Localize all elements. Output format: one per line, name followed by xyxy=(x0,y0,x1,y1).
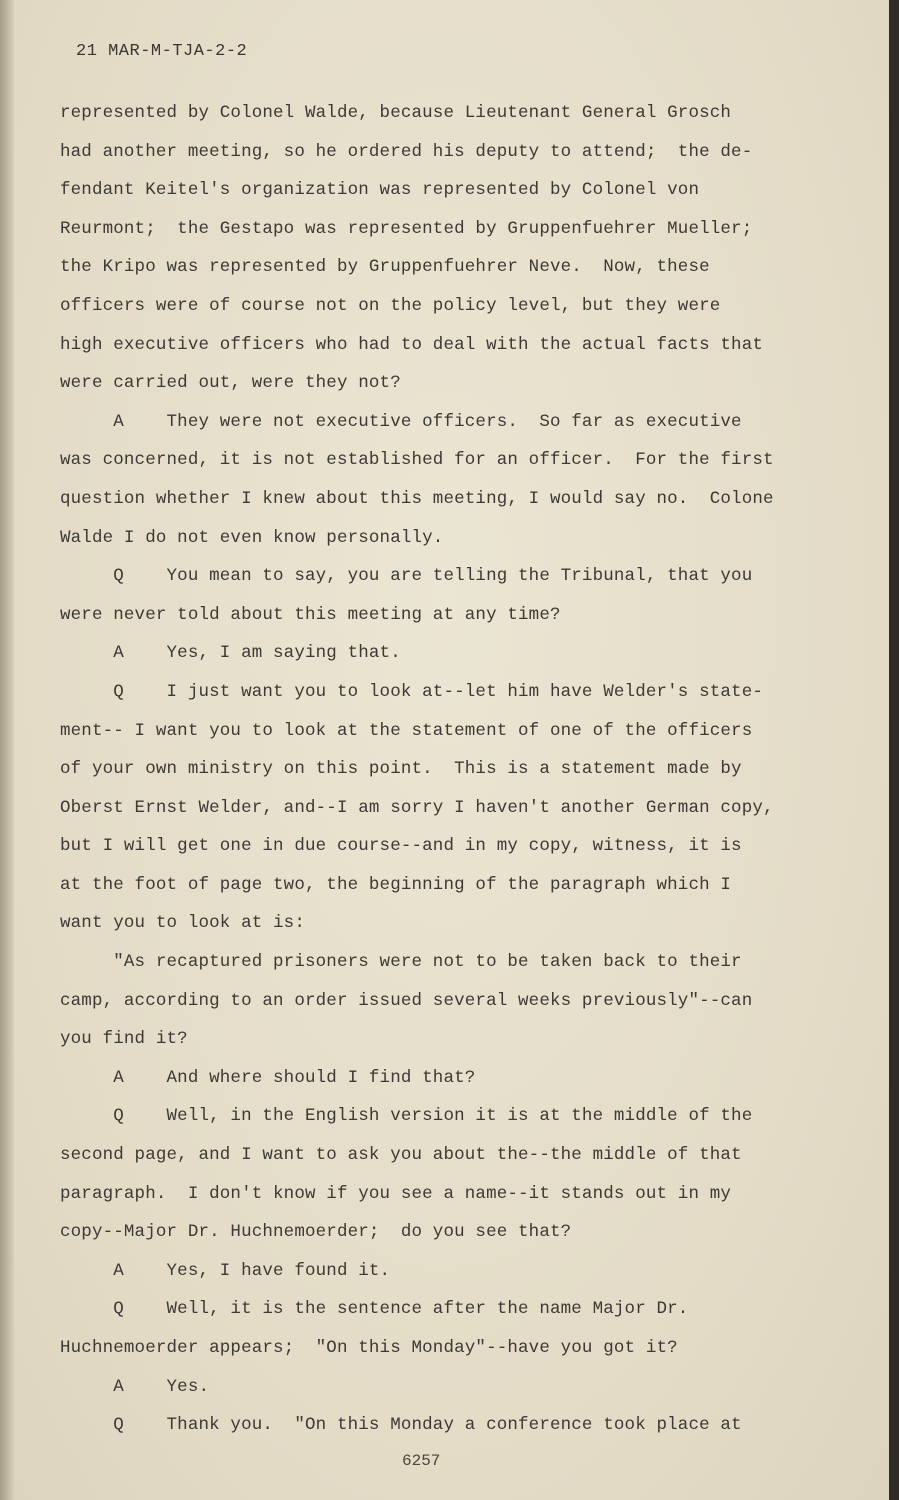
text-line: question whether I knew about this meeting, I would say no. Colone xyxy=(60,488,774,509)
text-line: camp, according to an order issued several weeks previously"--can xyxy=(60,990,753,1011)
text-line: A Yes. xyxy=(60,1376,210,1397)
text-line: paragraph. I don't know if you see a name--it stands out in my xyxy=(60,1183,732,1204)
scan-border xyxy=(889,0,899,1500)
binding-edge xyxy=(0,0,14,1500)
text-line: officers were of course not on the policy level, but they were xyxy=(60,295,721,316)
text-line: A Yes, I am saying that. xyxy=(60,643,401,664)
text-line: Huchnemoerder appears; "On this Monday"--have you got it? xyxy=(60,1338,678,1358)
text-line: Q You mean to say, you are telling the Tribunal, that you xyxy=(60,566,753,587)
page-header: 21 MAR-M-TJA-2-2 xyxy=(76,42,248,61)
text-line: Oberst Ernst Welder, and--I am sorry I haven't another German copy, xyxy=(60,797,774,818)
text-line: Q Well, it is the sentence after the name Major Dr. xyxy=(60,1299,689,1320)
text-line: A They were not executive officers. So far as executive xyxy=(60,411,742,432)
text-line: A Yes, I have found it. xyxy=(60,1260,391,1281)
text-line: but I will get one in due course--and in my copy, witness, it is xyxy=(60,836,742,857)
text-line: Q I just want you to look at--let him have Welder's state- xyxy=(60,681,764,702)
text-line: of your own ministry on this point. This is a statement made by xyxy=(60,759,742,780)
text-line: "As recaptured prisoners were not to be taken back to their xyxy=(60,952,742,973)
page-number: 6257 xyxy=(402,1452,441,1470)
text-line: second page, and I want to ask you about the--the middle of that xyxy=(60,1145,742,1166)
text-line: high executive officers who had to deal with the actual facts that xyxy=(60,334,764,355)
text-line: Q Well, in the English version it is at the middle of the xyxy=(60,1106,753,1127)
body-text xyxy=(60,94,850,1445)
text-line: ment-- I want you to look at the statement of one of the officers xyxy=(60,720,753,741)
text-line: copy--Major Dr. Huchnemoerder; do you see that? xyxy=(60,1222,572,1243)
text-line: was concerned, it is not established for an officer. For the first xyxy=(60,450,774,471)
text-line: represented by Colonel Walde, because Lieutenant General Grosch xyxy=(60,103,732,123)
text-line: at the foot of page two, the beginning of the paragraph which I xyxy=(60,874,732,895)
text-line: had another meeting, so he ordered his deputy to attend; the de- xyxy=(60,141,753,162)
text-line: want you to look at is: xyxy=(60,913,305,934)
text-line: you find it? xyxy=(60,1029,188,1050)
text-line: fendant Keitel's organization was represented by Colonel von xyxy=(60,180,700,201)
text-line: Q Thank you. "On this Monday a conference took place at xyxy=(60,1415,742,1436)
text-line: were never told about this meeting at any time? xyxy=(60,604,561,625)
text-line: the Kripo was represented by Gruppenfuehrer Neve. Now, these xyxy=(60,257,710,278)
text-line: were carried out, were they not? xyxy=(60,373,401,394)
text-line: Walde I do not even know personally. xyxy=(60,527,444,548)
text-line: A And where should I find that? xyxy=(60,1067,476,1088)
text-line: Reurmont; the Gestapo was represented by Gruppenfuehrer Mueller; xyxy=(60,218,753,239)
